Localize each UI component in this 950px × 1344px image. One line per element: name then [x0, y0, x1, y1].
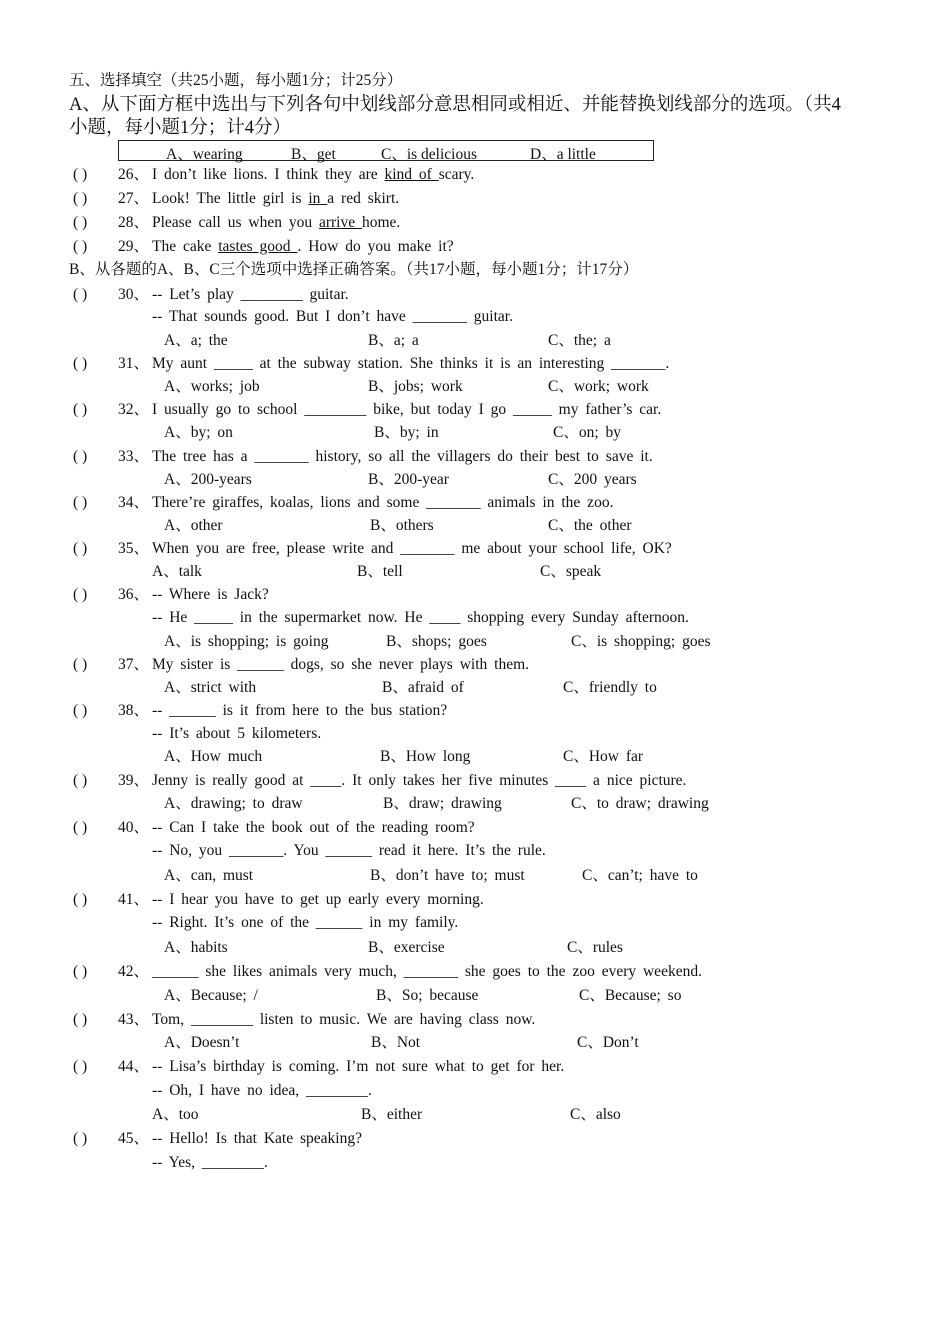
option-box — [118, 140, 654, 161]
partB-instruction: B、从各题的A、B、C三个选项中选择正确答案。（共17小题，每小题1分；计17分） — [69, 261, 639, 278]
partA-instruction-line1: A、从下面方框中选出与下列各句中划线部分意思相同或相近、并能替换划线部分的选项。（共4 — [69, 95, 841, 115]
paren-answer-slot[interactable]: ( ) — [73, 448, 88, 465]
answer-option: A、How much — [164, 748, 263, 765]
question-number: 36、 — [118, 586, 150, 603]
question-number: 26、 — [118, 166, 150, 183]
question-stem: There’re giraffes, koalas, lions and some _______ animals in the zoo. — [152, 494, 614, 511]
question-stem: -- Where is Jack? — [152, 586, 269, 603]
answer-option: A、drawing; to draw — [164, 795, 303, 812]
question-stem: -- He _____ in the supermarket now. He ____ shopping every Sunday afternoon. — [152, 609, 689, 626]
question-stem — [152, 166, 474, 184]
paren-answer-slot[interactable]: ( ) — [73, 540, 88, 557]
box-option-b: B、get — [291, 146, 336, 163]
answer-option: C、Don’t — [577, 1034, 639, 1051]
question-stem: -- Let’s play ________ guitar. — [152, 286, 349, 303]
paren-answer-slot[interactable]: ( ) — [73, 286, 88, 303]
partA-instruction-line2: 小题，每小题1分；计4分） — [69, 118, 292, 138]
paren-answer-slot[interactable]: ( ) — [73, 401, 88, 418]
question-number: 45、 — [118, 1130, 150, 1147]
underlined-phrase: kind of — [384, 166, 439, 183]
question-number: 28、 — [118, 214, 150, 231]
answer-option: B、200-year — [368, 471, 449, 488]
answer-option: A、200-years — [164, 471, 252, 488]
question-number: 40、 — [118, 819, 150, 836]
answer-option: A、a; the — [164, 332, 228, 349]
question-stem: -- Hello! Is that Kate speaking? — [152, 1130, 362, 1147]
question-number: 32、 — [118, 401, 150, 418]
paren-answer-slot[interactable]: ( ) — [73, 656, 88, 673]
question-stem: Jenny is really good at ____. It only takes her five minutes ____ a nice picture. — [152, 772, 687, 789]
paren-answer-slot[interactable]: ( ) — [73, 586, 88, 603]
question-stem — [152, 238, 454, 256]
answer-option: C、Because; so — [579, 987, 682, 1004]
paren-answer-slot[interactable]: ( ) — [73, 494, 88, 511]
answer-option: B、a; a — [368, 332, 419, 349]
question-stem: -- Oh, I have no idea, ________. — [152, 1082, 372, 1099]
question-stem: My sister is ______ dogs, so she never plays with them. — [152, 656, 530, 673]
answer-option: A、Doesn’t — [164, 1034, 240, 1051]
question-stem — [152, 214, 400, 232]
question-number: 43、 — [118, 1011, 150, 1028]
answer-option: B、How long — [380, 748, 471, 765]
answer-option: C、friendly to — [563, 679, 657, 696]
answer-option: A、talk — [152, 563, 202, 580]
answer-option: C、to draw; drawing — [571, 795, 709, 812]
box-option-d: D、a little — [530, 146, 596, 163]
answer-option: C、the; a — [548, 332, 611, 349]
paren-answer-slot[interactable]: ( ) — [73, 355, 88, 372]
question-number: 33、 — [118, 448, 150, 465]
question-number: 44、 — [118, 1058, 150, 1075]
question-stem: When you are free, please write and _______ me about your school life, OK? — [152, 540, 672, 557]
question-number: 38、 — [118, 702, 150, 719]
box-option-a: A、wearing — [166, 146, 243, 163]
question-stem: -- That sounds good. But I don’t have _______ guitar. — [152, 308, 513, 325]
paren-answer-slot[interactable]: ( ) — [73, 1011, 88, 1028]
paren-answer-slot[interactable]: ( ) — [73, 772, 88, 789]
question-number: 30、 — [118, 286, 150, 303]
section-title: 五、选择填空（共25小题，每小题1分；计25分） — [69, 72, 403, 89]
paren-answer-slot[interactable]: ( ) — [73, 214, 88, 231]
underlined-phrase: arrive — [318, 214, 362, 231]
answer-option: A、works; job — [164, 378, 260, 395]
stem-text: scary. — [438, 166, 475, 183]
box-option-c: C、is delicious — [381, 146, 478, 163]
answer-option: C、How far — [563, 748, 644, 765]
question-stem: Tom, ________ listen to music. We are having class now. — [152, 1011, 536, 1028]
answer-option: B、draw; drawing — [383, 795, 502, 812]
question-stem: ______ she likes animals very much, _______ she goes to the zoo every weekend. — [152, 963, 702, 980]
paren-answer-slot[interactable]: ( ) — [73, 166, 88, 183]
answer-option: B、don’t have to; must — [370, 867, 525, 884]
question-number: 41、 — [118, 891, 150, 908]
paren-answer-slot[interactable]: ( ) — [73, 1130, 88, 1147]
question-stem: -- Can I take the book out of the reading room? — [152, 819, 475, 836]
question-stem: -- Yes, ________. — [152, 1154, 268, 1171]
answer-option: B、afraid of — [382, 679, 464, 696]
answer-option: C、the other — [548, 517, 632, 534]
answer-option: B、tell — [357, 563, 403, 580]
answer-option: A、too — [152, 1106, 199, 1123]
question-number: 35、 — [118, 540, 150, 557]
answer-option: C、200 years — [548, 471, 637, 488]
answer-option: A、is shopping; is going — [164, 633, 329, 650]
question-number: 29、 — [118, 238, 150, 255]
answer-option: B、exercise — [368, 939, 445, 956]
question-stem: The tree has a _______ history, so all the villagers do their best to save it. — [152, 448, 653, 465]
answer-option: B、jobs; work — [368, 378, 463, 395]
paren-answer-slot[interactable]: ( ) — [73, 702, 88, 719]
stem-text: home. — [361, 214, 401, 231]
answer-option: B、others — [370, 517, 434, 534]
stem-text: a red skirt. — [327, 190, 400, 207]
answer-option: A、strict with — [164, 679, 257, 696]
paren-answer-slot[interactable]: ( ) — [73, 891, 88, 908]
question-number: 37、 — [118, 656, 150, 673]
answer-option: C、rules — [567, 939, 623, 956]
question-stem: -- I hear you have to get up early every morning. — [152, 891, 484, 908]
answer-option: B、So; because — [376, 987, 479, 1004]
paren-answer-slot[interactable]: ( ) — [73, 1058, 88, 1075]
answer-option: C、can’t; have to — [582, 867, 698, 884]
question-number: 27、 — [118, 190, 150, 207]
answer-option: A、habits — [164, 939, 228, 956]
paren-answer-slot[interactable]: ( ) — [73, 963, 88, 980]
answer-option: B、either — [361, 1106, 423, 1123]
answer-option: C、work; work — [548, 378, 649, 395]
question-number: 39、 — [118, 772, 150, 789]
question-number: 42、 — [118, 963, 150, 980]
answer-option: C、on; by — [553, 424, 622, 441]
question-stem: I usually go to school ________ bike, but today I go _____ my father’s car. — [152, 401, 662, 418]
answer-option: A、other — [164, 517, 223, 534]
stem-text: Look! The little girl is — [152, 190, 309, 207]
paren-answer-slot[interactable]: ( ) — [73, 190, 88, 207]
underlined-phrase: in — [308, 190, 328, 207]
stem-text: The cake — [152, 238, 219, 255]
question-stem: -- Right. It’s one of the ______ in my family. — [152, 914, 459, 931]
question-stem: -- Lisa’s birthday is coming. I’m not sure what to get for her. — [152, 1058, 565, 1075]
question-number: 34、 — [118, 494, 150, 511]
stem-text: . How do you make it? — [297, 238, 454, 255]
underlined-phrase: tastes good — [218, 238, 298, 255]
question-number: 31、 — [118, 355, 150, 372]
answer-option: B、Not — [371, 1034, 421, 1051]
answer-option: C、also — [570, 1106, 621, 1123]
stem-text: I don’t like lions. I think they are — [152, 166, 385, 183]
question-stem: -- No, you _______. You ______ read it here. It’s the rule. — [152, 842, 546, 859]
answer-option: A、by; on — [164, 424, 233, 441]
paren-answer-slot[interactable]: ( ) — [73, 238, 88, 255]
question-stem: My aunt _____ at the subway station. She thinks it is an interesting _______. — [152, 355, 670, 372]
answer-option: C、is shopping; goes — [571, 633, 711, 650]
answer-option: C、speak — [540, 563, 602, 580]
answer-option: B、by; in — [374, 424, 439, 441]
question-stem: -- It’s about 5 kilometers. — [152, 725, 322, 742]
stem-text: Please call us when you — [152, 214, 319, 231]
answer-option: A、can, must — [164, 867, 254, 884]
question-stem: -- ______ is it from here to the bus station? — [152, 702, 448, 719]
answer-option: B、shops; goes — [386, 633, 487, 650]
answer-option: A、Because; / — [164, 987, 258, 1004]
paren-answer-slot[interactable]: ( ) — [73, 819, 88, 836]
question-stem — [152, 190, 399, 208]
